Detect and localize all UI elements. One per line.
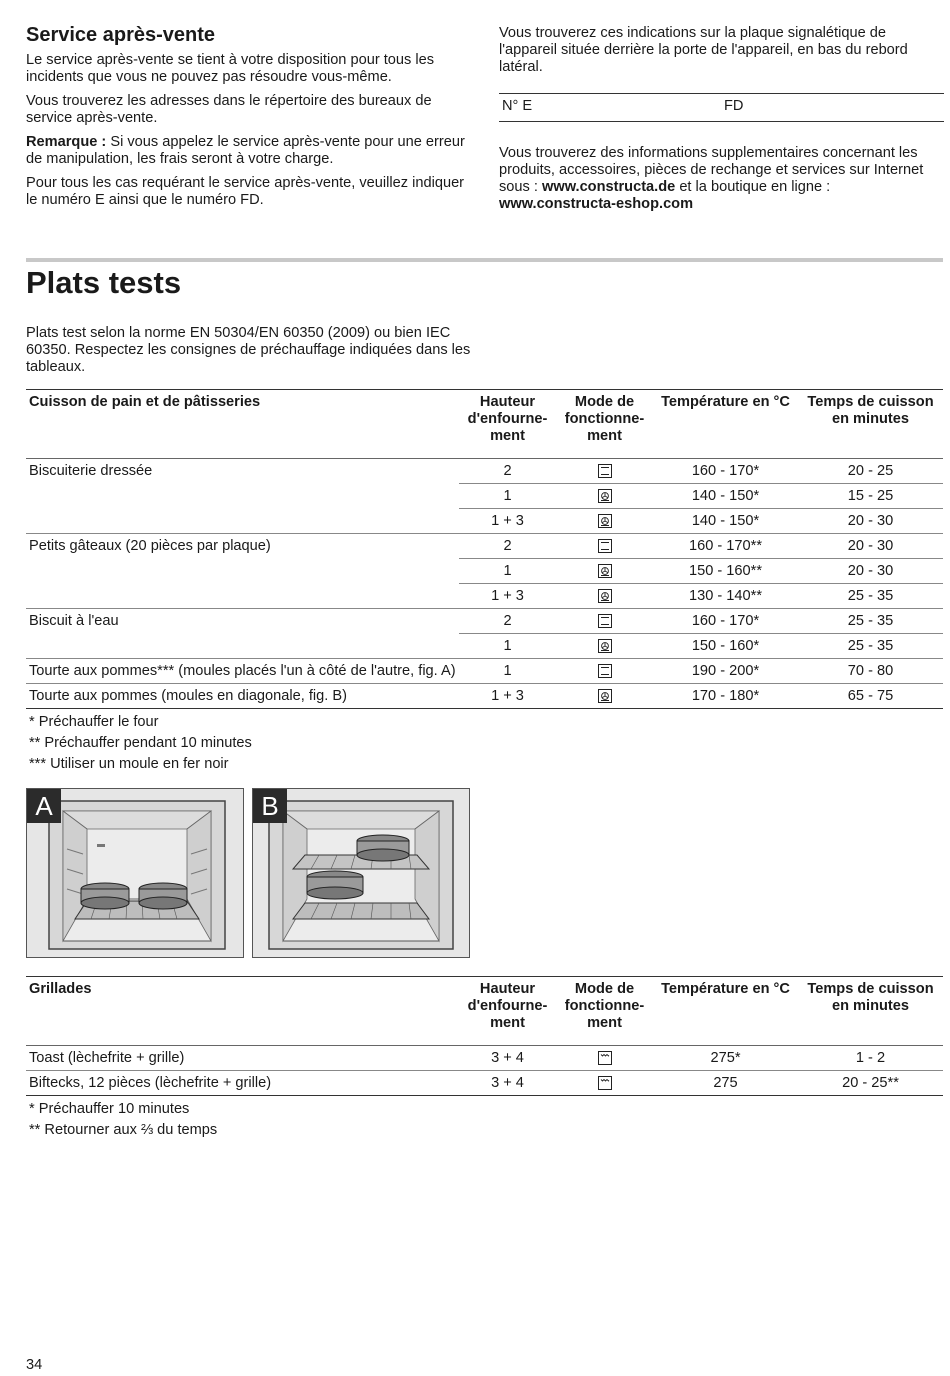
hot-air-icon [598,638,612,654]
e-fd-number-box [499,93,944,122]
service-title: Service après-vente [26,24,216,46]
table-row [26,634,943,659]
height-cell: 1 [459,484,556,509]
hot-air-icon [598,588,612,604]
height-cell: 3 + 4 [459,1071,556,1096]
remark-label: Remarque : [26,134,107,150]
time-cell: 25 - 35 [798,609,943,634]
service-section-left [26,24,471,209]
dish-cell: Biftecks, 12 pièces (lèchefrite + grille) [26,1071,459,1096]
top-bottom-heat-icon [598,463,612,479]
temperature-cell: 275 [653,1071,798,1096]
table-row [26,459,943,484]
dish-cell: Toast (lèchefrite + grille) [26,1046,459,1071]
table-row [26,609,943,634]
dish-cell [26,484,459,509]
mode-cell [556,684,653,709]
mode-cell [556,509,653,534]
dish-cell [26,584,459,609]
baking-table [26,389,943,709]
header-height: Hauteur d'enfourne-ment [459,390,556,459]
height-cell: 1 + 3 [459,584,556,609]
time-cell: 20 - 25 [798,459,943,484]
figure-a-label: A [27,789,61,823]
grill-icon [598,1075,612,1091]
dish-cell: Tourte aux pommes (moules en diagonale, fig. B) [26,684,459,709]
service-online-info [499,145,944,213]
temperature-cell: 275* [653,1046,798,1071]
tests-intro: Plats test selon la norme EN 50304/EN 60350 (2009) ou bien IEC 60350. Respectez les consignes de préchauffage indiquées dans les tableaux. [26,325,471,375]
figure-a-oven [26,788,244,958]
footnote: * Préchauffer 10 minutes [29,1101,190,1117]
time-cell: 20 - 30 [798,509,943,534]
hot-air-icon [598,513,612,529]
temperature-cell: 160 - 170* [653,609,798,634]
height-cell: 2 [459,609,556,634]
footnote: *** Utiliser un moule en fer noir [29,756,229,772]
time-cell: 70 - 80 [798,659,943,684]
top-bottom-heat-icon [598,613,612,629]
header-temperature: Température en °C [653,390,798,459]
section-divider [26,258,943,262]
baking-table-wrapper [26,389,943,775]
table-row [26,684,943,709]
table-header-row [26,977,943,1046]
service-remark [26,134,471,168]
header-dish: Grillades [26,977,459,1046]
table-header-row [26,390,943,459]
top-bottom-heat-icon [598,663,612,679]
height-cell: 1 + 3 [459,509,556,534]
service-paragraph-2: Vous trouverez les adresses dans le répertoire des bureaux de service après-vente. [26,93,432,126]
table-row [26,1071,943,1096]
mode-cell [556,559,653,584]
dish-cell: Petits gâteaux (20 pièces par plaque) [26,534,459,559]
time-cell: 20 - 25** [798,1071,943,1096]
time-cell: 20 - 30 [798,534,943,559]
dish-cell [26,509,459,534]
grill-table-wrapper [26,976,943,1141]
page-number: 34 [26,1357,43,1373]
time-cell: 1 - 2 [798,1046,943,1071]
height-cell: 2 [459,534,556,559]
service-paragraph-1: Le service après-vente se tient à votre disposition pour tous les incidents que vous ne pouvez pas résoudre vous-même. [26,52,435,85]
hot-air-icon [598,488,612,504]
dish-cell [26,559,459,584]
service-paragraph-3: Pour tous les cas requérant le service après-vente, veuillez indiquer le numéro E ainsi que le numéro FD. [26,175,465,208]
footnote: ** Retourner aux ⅔ du temps [29,1122,218,1138]
online-info-text: Vous trouverez des informations supplementaires concernant les produits, accessoires, pièces de rechange et services sur Internet sous : [499,145,924,195]
temperature-cell: 190 - 200* [653,659,798,684]
height-cell: 1 [459,659,556,684]
header-dish: Cuisson de pain et de pâtisseries [26,390,459,459]
website-link[interactable]: www.constructa.de [542,179,676,195]
remark-text: Si vous appelez le service après-vente pour une erreur de manipulation, les frais seront à votre charge. [26,134,465,167]
height-cell: 1 [459,634,556,659]
table-row [26,484,943,509]
height-cell: 2 [459,459,556,484]
online-info-text-2: et la boutique en ligne : [675,179,831,195]
header-temperature: Température en °C [653,977,798,1046]
mode-cell [556,1071,653,1096]
grill-table [26,976,943,1096]
table-row [26,659,943,684]
table-row [26,509,943,534]
dish-cell: Biscuiterie dressée [26,459,459,484]
mode-cell [556,584,653,609]
footnote: ** Préchauffer pendant 10 minutes [29,735,252,751]
mode-cell [556,659,653,684]
footnote: * Préchauffer le four [29,714,159,730]
table-row [26,559,943,584]
temperature-cell: 160 - 170** [653,534,798,559]
table-row [26,1046,943,1071]
time-cell: 20 - 30 [798,559,943,584]
figure-b-oven [252,788,470,958]
temperature-cell: 140 - 150* [653,509,798,534]
hot-air-icon [598,563,612,579]
table-row [26,584,943,609]
time-cell: 25 - 35 [798,584,943,609]
header-time: Temps de cuisson en minutes [798,977,943,1046]
top-bottom-heat-icon [598,538,612,554]
temperature-cell: 130 - 140** [653,584,798,609]
mode-cell [556,484,653,509]
mode-cell [556,634,653,659]
e-number-label: N° E [502,98,533,114]
temperature-cell: 150 - 160** [653,559,798,584]
height-cell: 3 + 4 [459,1046,556,1071]
temperature-cell: 150 - 160* [653,634,798,659]
header-height: Hauteur d'enfourne-ment [459,977,556,1046]
time-cell: 65 - 75 [798,684,943,709]
dish-cell [26,634,459,659]
temperature-cell: 170 - 180* [653,684,798,709]
time-cell: 25 - 35 [798,634,943,659]
height-cell: 1 + 3 [459,684,556,709]
grill-footnotes [26,1099,943,1141]
dish-cell: Biscuit à l'eau [26,609,459,634]
mode-cell [556,534,653,559]
mode-cell [556,459,653,484]
eshop-link[interactable]: www.constructa-eshop.com [499,196,694,212]
header-mode: Mode de fonctionne-ment [556,977,653,1046]
temperature-cell: 140 - 150* [653,484,798,509]
dish-cell: Tourte aux pommes*** (moules placés l'un à côté de l'autre, fig. A) [26,659,459,684]
grill-icon [598,1050,612,1066]
service-plate-info: Vous trouverez ces indications sur la plaque signalétique de l'appareil située derrière la porte de l'appareil, en bas du rebord latéral. [499,25,908,75]
hot-air-icon [598,688,612,704]
tests-title: Plats tests [26,265,182,300]
header-mode: Mode de fonctionne-ment [556,390,653,459]
temperature-cell: 160 - 170* [653,459,798,484]
table-row [26,534,943,559]
mode-cell [556,1046,653,1071]
header-time: Temps de cuisson en minutes [798,390,943,459]
fd-number-label: FD [724,98,744,114]
time-cell: 15 - 25 [798,484,943,509]
figure-b-label: B [253,789,287,823]
baking-footnotes [26,712,943,775]
mode-cell [556,609,653,634]
height-cell: 1 [459,559,556,584]
service-section-right [499,25,944,213]
